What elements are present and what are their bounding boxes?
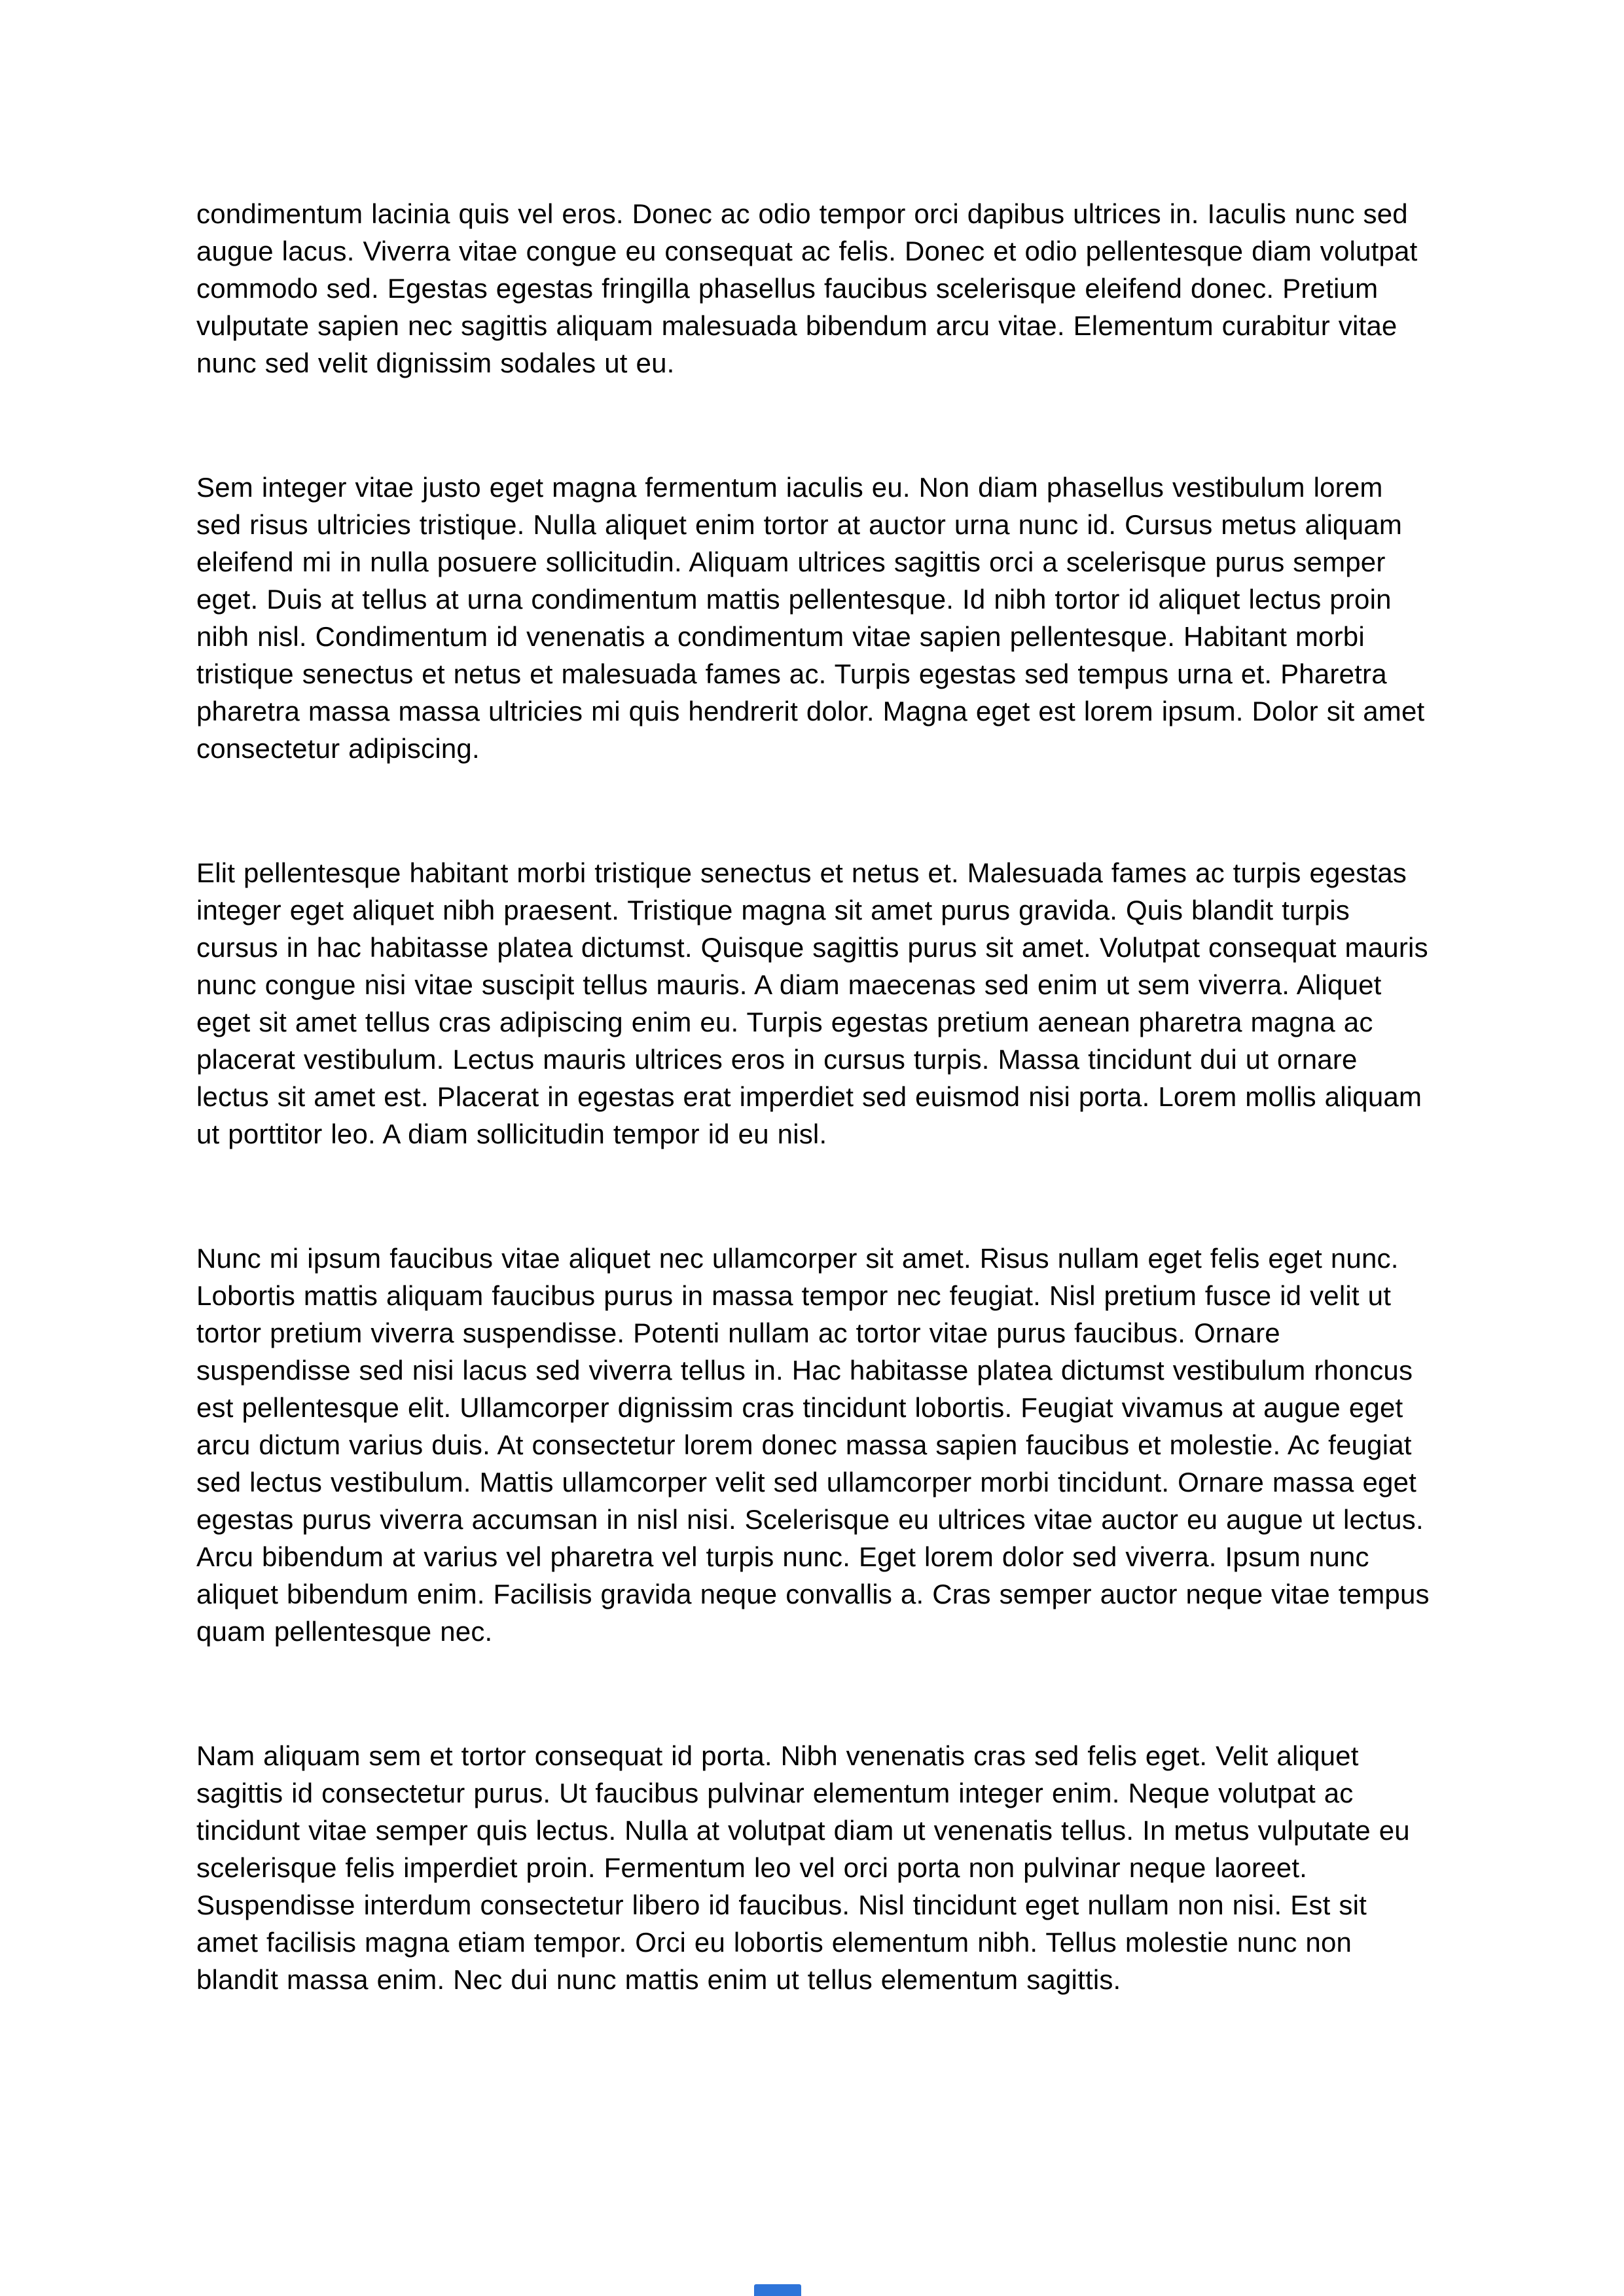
- paragraph: Nunc mi ipsum faucibus vitae aliquet nec ullamcorper sit amet. Risus nullam eget felis eget nunc. Lobortis mattis aliquam faucibus purus in massa tempor nec feugiat. Nisl pretium fusce id velit ut tortor pretium viverra suspendisse. Potenti nullam ac tortor vitae purus faucibus. Ornare suspendisse sed nisi lacus sed viverra tellus in. Hac habitasse platea dictumst vestibulum rhoncus est pellentesque elit. Ullamcorper dignissim cras tincidunt lobortis. Feugiat vivamus at augue eget arcu dictum varius duis. At consectetur lorem donec massa sapien faucibus et molestie. Ac feugiat sed lectus vestibulum. Mattis ullamcorper velit sed ullamcorper morbi tincidunt. Ornare massa eget egestas purus viverra accumsan in nisl nisi. Scelerisque eu ultrices vitae auctor eu augue ut lectus. Arcu bibendum at varius vel pharetra vel turpis nunc. Eget lorem dolor sed viverra. Ipsum nunc aliquet bibendum enim. Facilisis gravida neque convallis a. Cras semper auctor neque vitae tempus quam pellentesque nec.: [196, 1243, 1430, 1647]
- paragraph: Nam aliquam sem et tortor consequat id porta. Nibh venenatis cras sed felis eget. Velit aliquet sagittis id consectetur purus. Ut faucibus pulvinar elementum integer enim. Neque volutpat ac tincidunt vitae semper quis lectus. Nulla at volutpat diam ut venenatis tellus. In metus vulputate eu scelerisque felis imperdiet proin. Fermentum leo vel orci porta non pulvinar neque laoreet. Suspendisse interdum consectetur libero id faucibus. Nisl tincidunt eget nullam non nisi. Est sit amet facilisis magna etiam tempor. Orci eu lobortis elementum nibh. Tellus molestie nunc non blandit massa enim. Nec dui nunc mattis enim ut tellus elementum sagittis.: [196, 1740, 1410, 1995]
- paragraph: condimentum lacinia quis vel eros. Donec ac odio tempor orci dapibus ultrices in. Iaculis nunc sed augue lacus. Viverra vitae congue eu consequat ac felis. Donec et odio pellentesque diam volutpat commodo sed. Egestas egestas fringilla phasellus faucibus scelerisque eleifend donec. Pretium vulputate sapien nec sagittis aliquam malesuada bibendum arcu vitae. Elementum curabitur vitae nunc sed velit dignissim sodales ut eu.: [196, 198, 1418, 378]
- document-body-text: [196, 195, 1431, 1998]
- bottom-blue-marker: [754, 2284, 801, 2296]
- paragraph: Sem integer vitae justo eget magna fermentum iaculis eu. Non diam phasellus vestibulum lorem sed risus ultricies tristique. Nulla aliquet enim tortor at auctor urna nunc id. Cursus metus aliquam eleifend mi in nulla posuere sollicitudin. Aliquam ultrices sagittis orci a scelerisque purus semper eget. Duis at tellus at urna condimentum mattis pellentesque. Id nibh tortor id aliquet lectus proin nibh nisl. Condimentum id venenatis a condimentum vitae sapien pellentesque. Habitant morbi tristique senectus et netus et malesuada fames ac. Turpis egestas sed tempus urna et. Pharetra pharetra massa massa ultricies mi quis hendrerit dolor. Magna eget est lorem ipsum. Dolor sit amet consectetur adipiscing.: [196, 472, 1425, 764]
- paragraph: Elit pellentesque habitant morbi tristique senectus et netus et. Malesuada fames ac turpis egestas integer eget aliquet nibh praesent. Tristique magna sit amet purus gravida. Quis blandit turpis cursus in hac habitasse platea dictumst. Quisque sagittis purus sit amet. Volutpat consequat mauris nunc congue nisi vitae suscipit tellus mauris. A diam maecenas sed enim ut sem viverra. Aliquet eget sit amet tellus cras adipiscing enim eu. Turpis egestas pretium aenean pharetra magna ac placerat vestibulum. Lectus mauris ultrices eros in cursus turpis. Massa tincidunt dui ut ornare lectus sit amet est. Placerat in egestas erat imperdiet sed euismod nisi porta. Lorem mollis aliquam ut porttitor leo. A diam sollicitudin tempor id eu nisl.: [196, 857, 1428, 1149]
